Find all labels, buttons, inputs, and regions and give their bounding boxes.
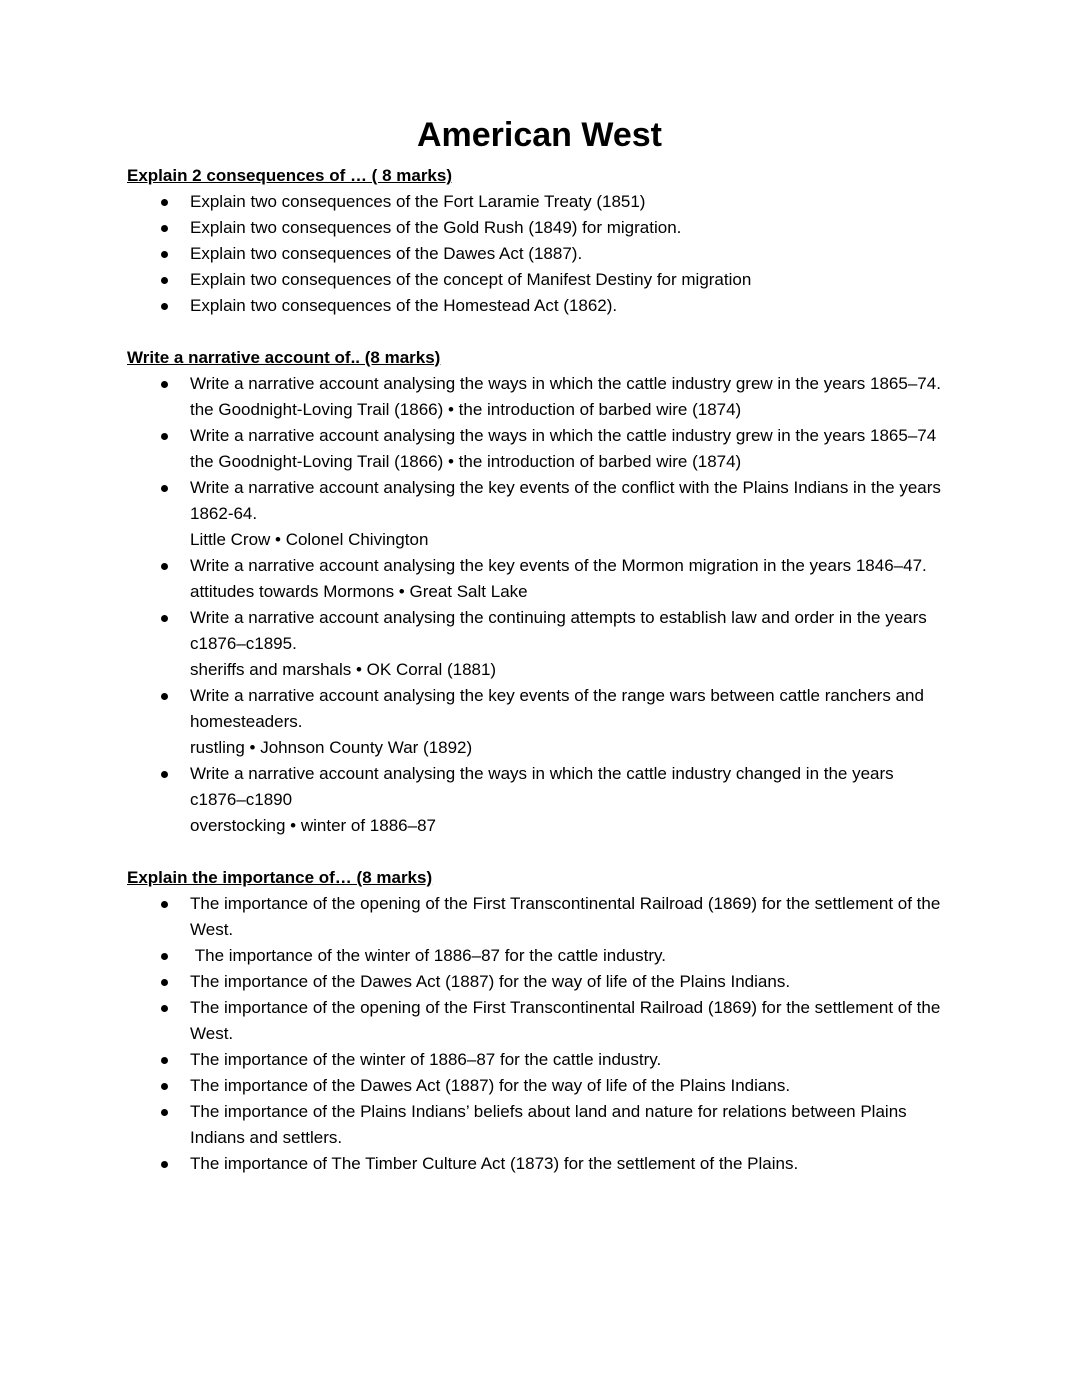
item-text: Write a narrative account analysing the ways in which the cattle industry changed in the years c1876–c1890 <box>190 764 899 809</box>
list-item <box>190 605 952 683</box>
list-item <box>190 553 952 605</box>
list-item <box>190 189 952 215</box>
item-text: Write a narrative account analysing the ways in which the cattle industry grew in the years 1865–74 <box>190 426 937 445</box>
section-explain-importance <box>127 865 952 1177</box>
list-item <box>190 475 952 553</box>
list-item <box>190 423 952 475</box>
item-text: Write a narrative account analysing the ways in which the cattle industry grew in the years 1865–74. <box>190 374 941 393</box>
item-text: Explain two consequences of the concept of Manifest Destiny for migration <box>190 270 752 289</box>
list-item <box>190 683 952 761</box>
item-subtext: sheriffs and marshals • OK Corral (1881) <box>190 660 497 679</box>
item-text: The importance of the Plains Indians’ beliefs about land and nature for relations between Plains Indians and settlers. <box>190 1102 912 1147</box>
section-heading-explain-consequences: Explain 2 consequences of … ( 8 marks) <box>127 166 453 185</box>
item-subtext: overstocking • winter of 1886–87 <box>190 816 436 835</box>
item-text: The importance of the Dawes Act (1887) for the way of life of the Plains Indians. <box>190 1076 791 1095</box>
document-title: American West <box>416 116 663 154</box>
item-subtext: the Goodnight-Loving Trail (1866) • the introduction of barbed wire (1874) <box>190 452 742 471</box>
list-item <box>190 1151 952 1177</box>
item-text: Explain two consequences of the Gold Rush (1849) for migration. <box>190 218 682 237</box>
item-subtext: attitudes towards Mormons • Great Salt Lake <box>190 582 528 601</box>
item-text: Write a narrative account analysing the continuing attempts to establish law and order in the years c1876–c1895. <box>190 608 932 653</box>
item-text: Write a narrative account analysing the key events of the range wars between cattle ranchers and homesteaders. <box>190 686 929 731</box>
list-item <box>190 969 952 995</box>
item-text: The importance of the winter of 1886–87 for the cattle industry. <box>190 946 666 965</box>
section-heading-narrative-account: Write a narrative account of.. (8 marks) <box>127 348 441 367</box>
section-narrative-account <box>127 345 952 839</box>
item-text: Write a narrative account analysing the key events of the conflict with the Plains Indians in the years 1862-64. <box>190 478 946 523</box>
list-item <box>190 371 952 423</box>
list-item <box>190 293 952 319</box>
bullet-list-narrative-account <box>127 371 952 839</box>
list-item <box>190 761 952 839</box>
item-subtext: rustling • Johnson County War (1892) <box>190 738 473 757</box>
list-item <box>190 215 952 241</box>
list-item <box>190 995 952 1047</box>
section-explain-consequences <box>127 163 952 319</box>
section-heading-explain-importance: Explain the importance of… (8 marks) <box>127 868 433 887</box>
list-item <box>190 267 952 293</box>
bullet-list-explain-importance <box>127 891 952 1177</box>
list-item <box>190 943 952 969</box>
list-item <box>190 1099 952 1151</box>
bullet-list-explain-consequences <box>127 189 952 319</box>
item-text: The importance of the winter of 1886–87 for the cattle industry. <box>190 1050 662 1069</box>
item-text: Explain two consequences of the Homestead Act (1862). <box>190 296 618 315</box>
item-text: Explain two consequences of the Dawes Act (1887). <box>190 244 583 263</box>
list-item <box>190 1073 952 1099</box>
item-text: The importance of the Dawes Act (1887) for the way of life of the Plains Indians. <box>190 972 791 991</box>
item-text: Write a narrative account analysing the key events of the Mormon migration in the years 1846–47. <box>190 556 927 575</box>
item-text: Explain two consequences of the Fort Laramie Treaty (1851) <box>190 192 646 211</box>
item-text: The importance of The Timber Culture Act (1873) for the settlement of the Plains. <box>190 1154 799 1173</box>
item-subtext: the Goodnight-Loving Trail (1866) • the introduction of barbed wire (1874) <box>190 400 742 419</box>
item-subtext: Little Crow • Colonel Chivington <box>190 530 429 549</box>
item-text: The importance of the opening of the First Transcontinental Railroad (1869) for the settlement of the West. <box>190 998 946 1043</box>
item-text: The importance of the opening of the First Transcontinental Railroad (1869) for the settlement of the West. <box>190 894 946 939</box>
list-item <box>190 1047 952 1073</box>
list-item <box>190 891 952 943</box>
list-item <box>190 241 952 267</box>
